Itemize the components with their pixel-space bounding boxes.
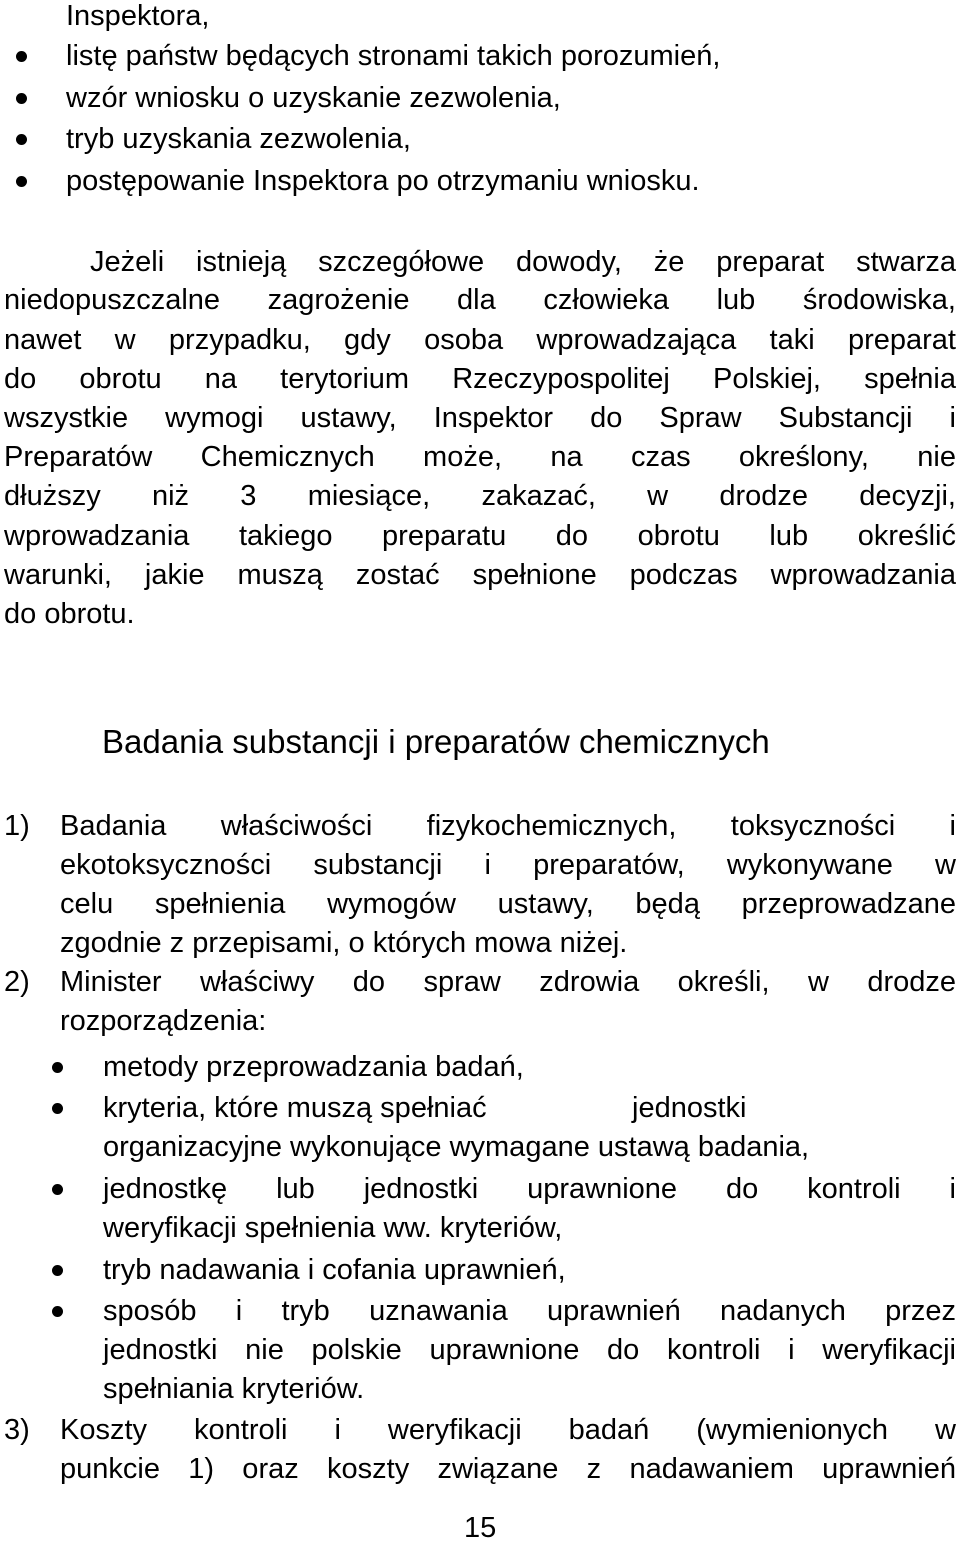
paragraph-line: Jeżeli istnieją szczegółowe dowody, że preparat stwarza (90, 246, 956, 278)
point-number: 1) (4, 810, 30, 842)
bullet-line: jednostkę lub jednostki uprawnione do kontroli i (103, 1173, 956, 1205)
bullet-line: kryteria, które muszą spełniać (103, 1092, 487, 1124)
bullet-marker (52, 1265, 63, 1276)
list-item: listę państw będących stronami takich porozumień, (66, 40, 721, 72)
list-item: postępowanie Inspektora po otrzymaniu wniosku. (66, 165, 700, 197)
point-line: Koszty kontroli i weryfikacji badań (wymienionych w (60, 1414, 956, 1446)
point-number: 3) (4, 1414, 30, 1446)
bullet-marker (52, 1062, 63, 1073)
bullet-line: sposób i tryb uznawania uprawnień nadanych przez (103, 1295, 956, 1327)
paragraph-line: warunki, jakie muszą zostać spełnione podczas wprowadzania (4, 559, 956, 591)
paragraph-line: do obrotu. (4, 598, 135, 630)
bullet-line: jednostki (632, 1092, 747, 1124)
bullet-marker (52, 1103, 63, 1114)
bullet-line: weryfikacji spełnienia ww. kryteriów, (103, 1212, 563, 1244)
paragraph-line: niedopuszczalne zagrożenie dla człowieka lub środowiska, (4, 284, 956, 316)
bullet-line: jednostki nie polskie uprawnione do kontroli i weryfikacji (103, 1334, 956, 1366)
paragraph-line: dłuższy niż 3 miesiące, zakazać, w drodze decyzji, (4, 480, 956, 512)
point-line: celu spełnienia wymogów ustawy, będą przeprowadzane (60, 888, 956, 920)
paragraph-line: do obrotu na terytorium Rzeczypospolitej Polskiej, spełnia (4, 363, 956, 395)
bullet-line: metody przeprowadzania badań, (103, 1051, 524, 1083)
list-lead-line: Inspektora, (66, 0, 210, 32)
bullet-marker (52, 1184, 63, 1195)
paragraph-line: wszystkie wymogi ustawy, Inspektor do Spraw Substancji i (4, 402, 956, 434)
point-line: rozporządzenia: (60, 1005, 267, 1037)
point-number: 2) (4, 966, 30, 998)
paragraph-line: nawet w przypadku, gdy osoba wprowadzająca taki preparat (4, 324, 956, 356)
bullet-marker (16, 51, 27, 62)
bullet-line: tryb nadawania i cofania uprawnień, (103, 1254, 566, 1286)
point-line: Badania właściwości fizykochemicznych, toksyczności i (60, 810, 956, 842)
paragraph-line: wprowadzania takiego preparatu do obrotu lub określić (4, 520, 956, 552)
bullet-marker (16, 176, 27, 187)
bullet-marker (52, 1306, 63, 1317)
section-heading: Badania substancji i preparatów chemicznych (102, 723, 770, 760)
point-line: zgodnie z przepisami, o których mowa niżej. (60, 927, 628, 959)
bullet-line: spełniania kryteriów. (103, 1373, 365, 1405)
point-line: punkcie 1) oraz koszty związane z nadawaniem uprawnień (60, 1453, 956, 1485)
paragraph-line: Preparatów Chemicznych może, na czas określony, nie (4, 441, 956, 473)
point-line: ekotoksyczności substancji i preparatów, wykonywane w (60, 849, 956, 881)
bullet-line: organizacyjne wykonujące wymagane ustawą badania, (103, 1131, 810, 1163)
list-item: wzór wniosku o uzyskanie zezwolenia, (66, 82, 561, 114)
bullet-marker (16, 93, 27, 104)
point-line: Minister właściwy do spraw zdrowia określi, w drodze (60, 966, 956, 998)
list-item: tryb uzyskania zezwolenia, (66, 123, 411, 155)
page-number: 15 (464, 1512, 497, 1544)
bullet-marker (16, 134, 27, 145)
